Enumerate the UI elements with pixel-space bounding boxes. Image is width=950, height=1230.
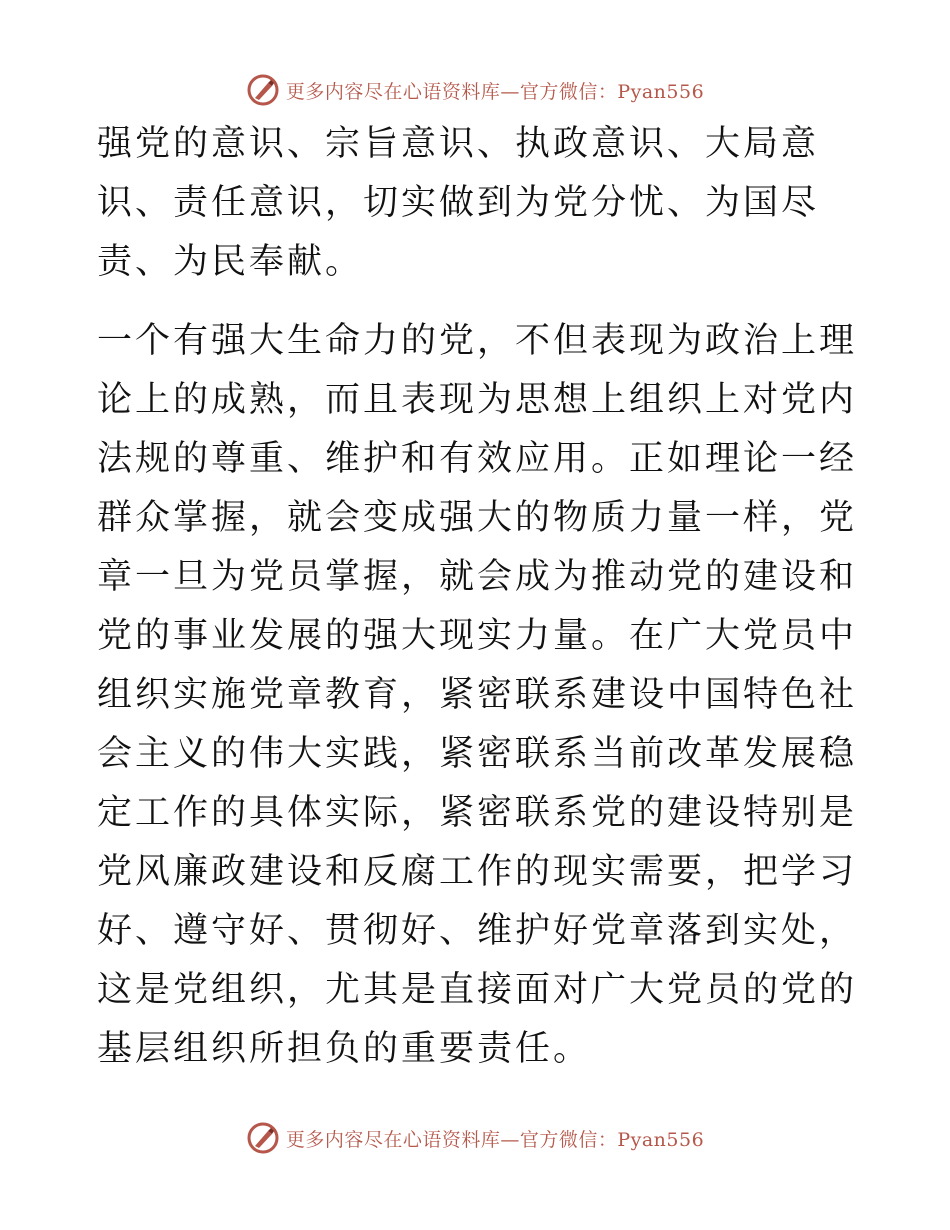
document-body bbox=[97, 115, 857, 1079]
pen-logo-icon bbox=[246, 73, 280, 107]
paragraph-1: 强党的意识、宗旨意识、执政意识、大局意识、责任意识，切实做到为党分忧、为国尽责、为民奉献。 bbox=[97, 124, 820, 282]
footer-watermark bbox=[0, 1118, 950, 1158]
paragraph-2: 一个有强大生命力的党，不但表现为政治上理论上的成熟，而且表现为思想上组织上对党内法规的尊重、维护和有效应用。正如理论一经群众掌握，就会变成强大的物质力量一样，党章一旦为党员掌握，就会成为推动党的建设和党的事业发展的强大现实力量。在广大党员中组织实施党章教育，紧密联系建设中国特色社会主义的伟大实践，紧密联系当前改革发展稳定工作的具体实际，紧密联系党的建设特别是党风廉政建设和反腐工作的现实需要，把学习好、遵守好、贯彻好、维护好党章落到实处，这是党组织，尤其是直接面对广大党员的党的基层组织所担负的重要责任。 bbox=[97, 321, 858, 1069]
header-watermark bbox=[0, 70, 950, 110]
watermark-text: 更多内容尽在心语资料库—官方微信：Pyan556 bbox=[285, 80, 705, 103]
pen-logo-icon bbox=[246, 1121, 280, 1155]
watermark-text: 更多内容尽在心语资料库—官方微信：Pyan556 bbox=[285, 1128, 705, 1151]
